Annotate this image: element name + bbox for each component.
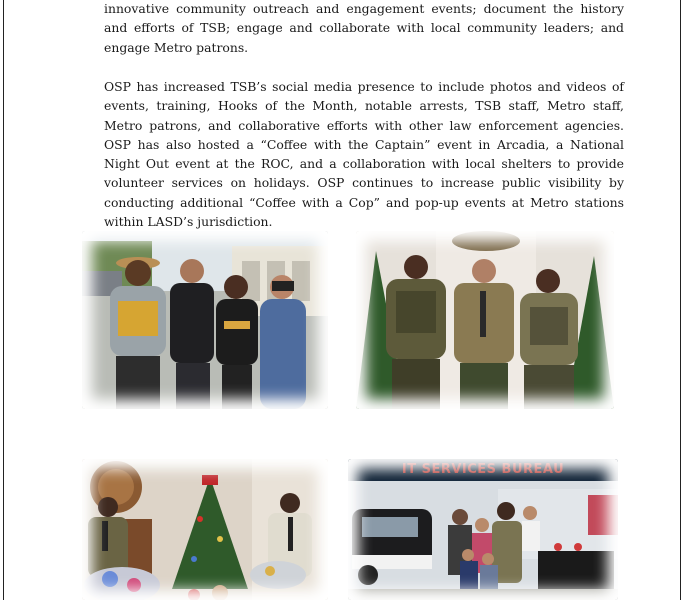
banner-sign-text: IT SERVICES BUREAU — [401, 462, 565, 477]
body-paragraph-2: OSP has increased TSB’s social media presence to include photos and videos of events, training, Hooks of the Month, notable arrests, TSB staff, Metro staff, Metro patrons, and collaborative efforts with other law enforcement agencies. OSP has also hosted a “Coffee with the Captain” event in Arcadia, a National Night Out event at the ROC, and a collaboration with local shelters to provide volunteer services on holidays. OSP continues to increase public visibility by conducting additional “Coffee with a Cop” and pop-up events at Metro stations within LASD’s jurisdiction. — [104, 79, 624, 230]
photo-uniformed-officers-image — [356, 231, 614, 409]
photo-uniformed-officers — [356, 231, 614, 409]
photo-outdoor-group — [82, 231, 328, 409]
body-paragraph-1: innovative community outreach and engagement events; document the history and efforts of TSB; engage and collaborate with local community leaders; and engage Metro patrons. — [104, 1, 624, 55]
photo-holiday-toy-drive-image — [82, 459, 328, 600]
photo-holiday-toy-drive — [82, 459, 328, 600]
photo-outdoor-group-image — [82, 231, 328, 409]
photo-services-bureau-event — [348, 459, 618, 600]
document-page — [3, 0, 681, 600]
